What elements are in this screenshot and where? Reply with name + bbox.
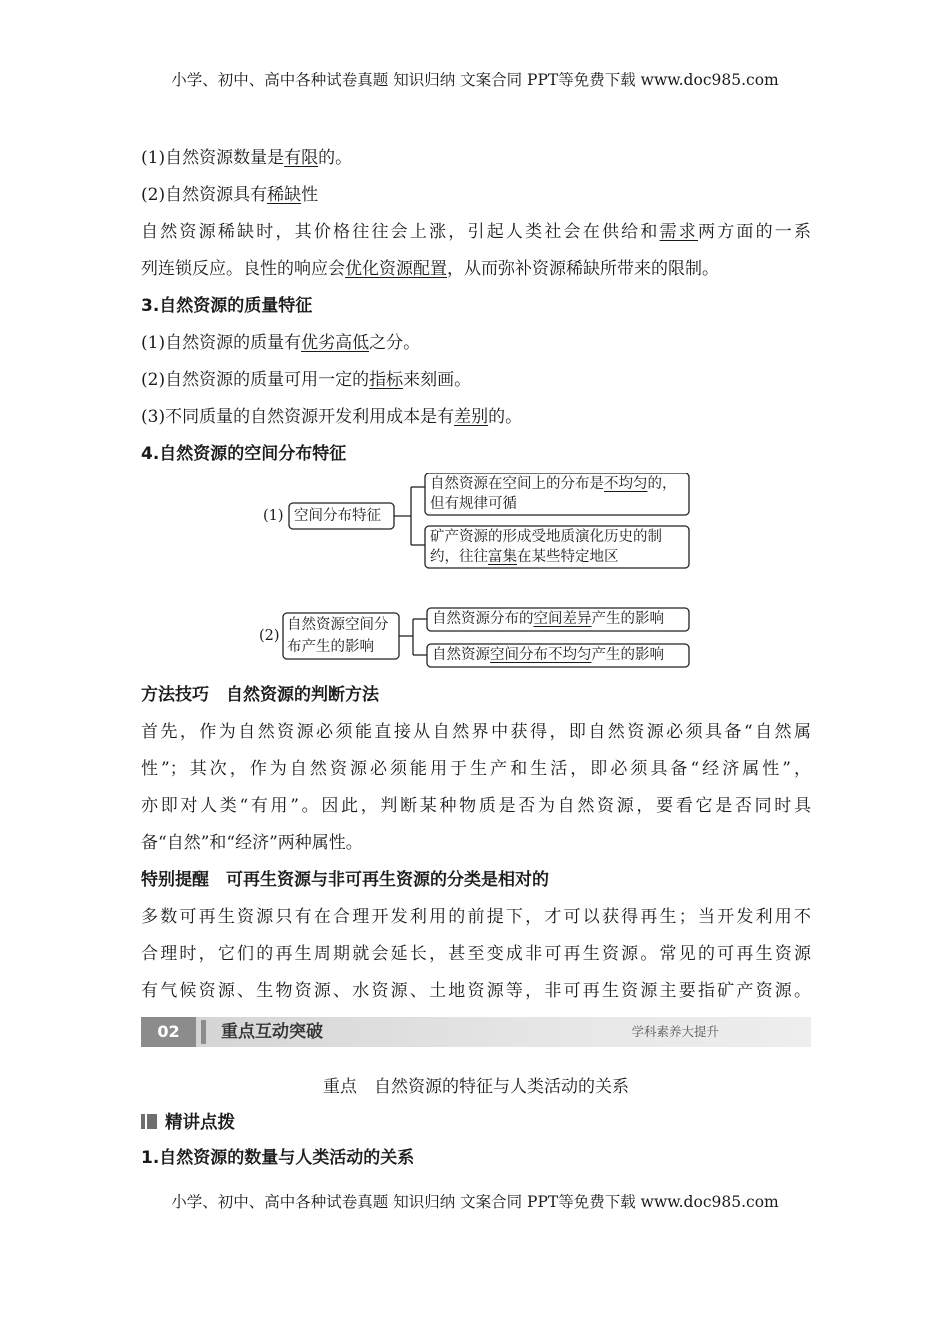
reminder-line-3: 有气候资源、生物资源、水资源、土地资源等，非可再生资源主要指矿产资源。 (141, 981, 811, 1001)
d1-branch-1-line-1: 自然资源在空间上的分布是不均匀的， (430, 476, 677, 492)
banner-subtitle: 学科素养大提升 (631, 1024, 719, 1039)
blank-answer: 需求 (659, 222, 698, 242)
blank-answer: 指标 (369, 370, 404, 390)
scarcity-paragraph-line-2: 列连锁反应。良性的响应会优化资源配置，从而弥补资源稀缺所带来的限制。 (141, 259, 719, 279)
quality-line-3: (3)不同质量的自然资源开发利用成本是有差别的。 (141, 407, 523, 427)
blank-answer: 有限 (284, 148, 319, 168)
d2-branch-1: 自然资源分布的空间差异产生的影响 (432, 611, 664, 627)
d2-label-line-2: 布产生的影响 (287, 639, 374, 655)
key-item-1: 1.自然资源的数量与人类活动的关系 (141, 1148, 415, 1168)
page-body (141, 140, 811, 1177)
reminder-line-1: 多数可再生资源只有在合理开发利用的前提下，才可以获得再生；当开发利用不 (141, 907, 811, 927)
page-header: 小学、初中、高中各种试卷真题 知识归纳 文案合同 PPT等免费下载 www.doc985.com (171, 71, 779, 89)
d1-branch-2-line-1: 矿产资源的形成受地质演化历史的制 (430, 529, 662, 545)
quality-heading: 3.自然资源的质量特征 (141, 296, 313, 316)
banner-divider (201, 1020, 206, 1044)
method-line-4: 备“自然”和“经济”两种属性。 (141, 833, 363, 853)
reminder-line-2: 合理时，它们的再生周期就会延长，甚至变成非可再生资源。常见的可再生资源 (141, 944, 811, 964)
banner-title: 重点互动突破 (221, 1022, 323, 1042)
d1-label: 空间分布特征 (294, 508, 381, 524)
method-line-1: 首先，作为自然资源必须能直接从自然界中获得，即自然资源必须具备“自然属 (141, 722, 811, 742)
quantity-line-1: (1)自然资源数量是有限的。 (141, 148, 353, 168)
spatial-heading: 4.自然资源的空间分布特征 (141, 444, 347, 464)
quality-line-2: (2)自然资源的质量可用一定的指标来刻画。 (141, 370, 472, 390)
key-point-title: 重点 自然资源的特征与人类活动的关系 (323, 1077, 629, 1097)
d1-number: (1) (263, 508, 284, 524)
section-marker-icon (141, 1114, 157, 1129)
section-heading: 精讲点拨 (141, 1106, 811, 1140)
spatial-diagram (141, 473, 811, 677)
page-footer: 小学、初中、高中各种试卷真题 知识归纳 文案合同 PPT等免费下载 www.doc985.com (171, 1193, 779, 1211)
section-banner (141, 1017, 811, 1047)
method-heading: 方法技巧 自然资源的判断方法 (141, 685, 379, 705)
blank-answer: 稀缺 (267, 185, 302, 205)
blank-answer: 优劣高低 (301, 333, 370, 353)
d2-branch-2: 自然资源空间分布不均匀产生的影响 (432, 647, 664, 663)
banner-number: 02 (141, 1017, 196, 1047)
method-line-3: 亦即对人类“有用”。因此，判断某种物质是否为自然资源，要看它是否同时具 (141, 796, 811, 816)
method-line-2: 性”；其次，作为自然资源必须能用于生产和生活，即必须具备“经济属性”， (141, 759, 811, 779)
quantity-line-2: (2)自然资源具有稀缺性 (141, 185, 319, 205)
blank-answer: 差别 (454, 407, 489, 427)
d1-branch-1-line-2: 但有规律可循 (430, 496, 517, 512)
d2-number: (2) (259, 628, 280, 644)
reminder-heading: 特别提醒 可再生资源与非可再生资源的分类是相对的 (141, 870, 549, 890)
d1-branch-2-line-2: 约，往往富集在某些特定地区 (430, 549, 619, 565)
d2-label-line-1: 自然资源空间分 (287, 617, 389, 633)
quality-line-1: (1)自然资源的质量有优劣高低之分。 (141, 333, 421, 353)
blank-answer: 优化资源配置 (345, 259, 447, 279)
scarcity-paragraph-line-1: 自然资源稀缺时，其价格往往会上涨，引起人类社会在供给和需求两方面的一系 (141, 222, 812, 242)
